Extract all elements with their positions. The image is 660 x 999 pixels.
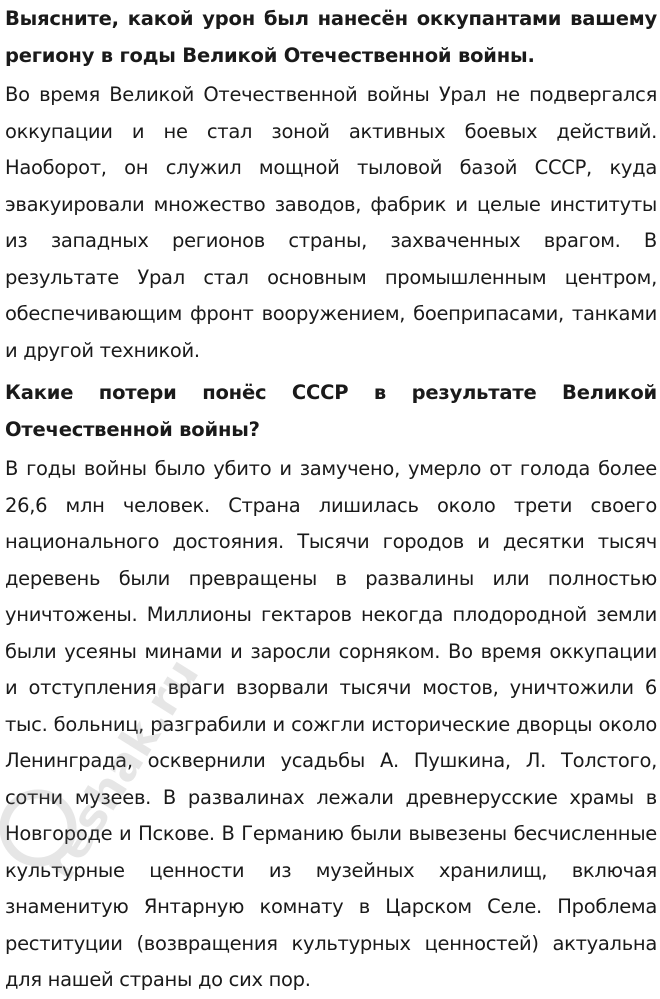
answer-paragraph-2: В годы войны было убито и замучено, умерло от голода более 26,6 млн человек. Страна лишилась около трети своего национального достояния. Тысячи городов и десятки тысяч деревень были превращены в развалины или полностью уничтожены. Миллионы гектаров некогда плодородной земли были усеяны минами и заросли сорняком. Во время оккупации и отступления враги взорвали тысячи мостов, уничтожили 6 тыс. больниц, разграбили и сожгли исторические дворцы около Ленинграда, осквернили усадьбы А. Пушкина, Л. Толстого, сотни музеев. В развалинах лежали древнерусские храмы в Новгороде и Пскове. В Германию были вывезены бесчисленные культурные ценности из музейных хранилищ, включая знаменитую Янтарную комнату в Царском Селе. Проблема реституции (возвращения культурных ценностей) актуальна для нашей страны до сих пор. xyxy=(5,457,657,991)
question-heading-2: Какие потери понёс СССР в результате Великой Отечественной войны? xyxy=(5,381,657,441)
answer-paragraph-1: Во время Великой Отечественной войны Урал не подвергался оккупации и не стал зоной активных боевых действий. Наоборот, он служил мощной тыловой базой СССР, куда эвакуировали множество заводов, фабрик и целые институты из западных регионов страны, захваченных врагом. В результате Урал стал основным промышленным центром, обеспечивающим фронт вооружением, боеприпасами, танками и другой техникой. xyxy=(5,83,657,362)
watermark-text: reshak.ru xyxy=(31,649,210,889)
question-heading-1: Выясните, какой урон был нанесён оккупантами вашему региону в годы Великой Отечественной войны. xyxy=(5,7,657,67)
